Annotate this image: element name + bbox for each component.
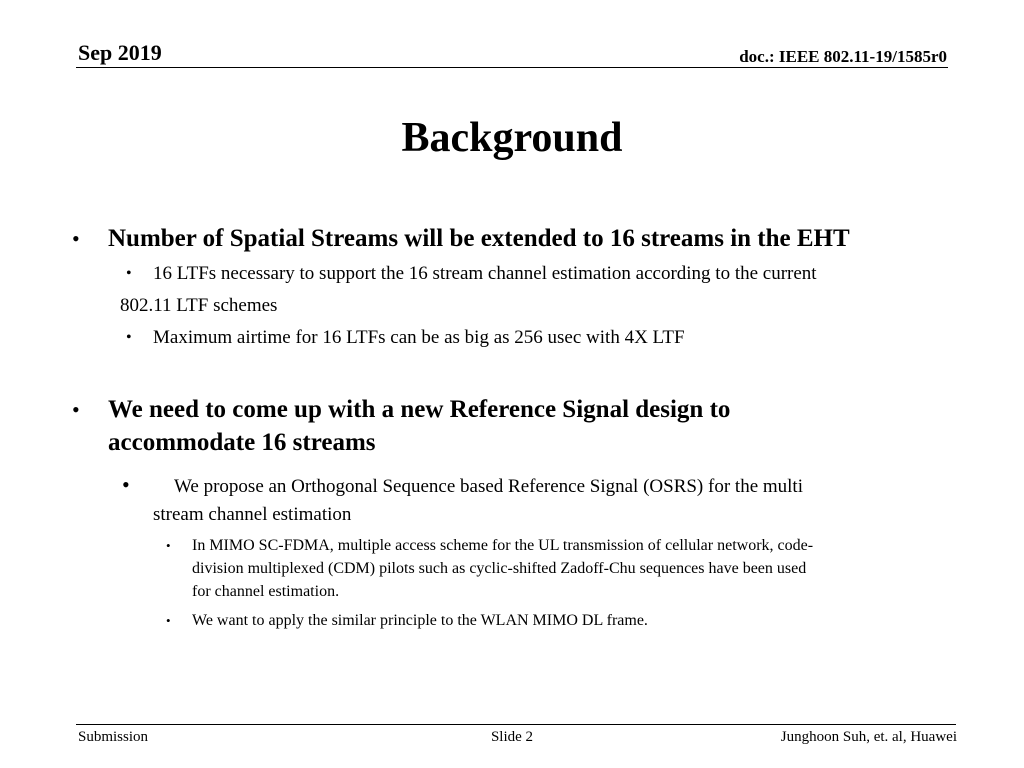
bullet-2-1-1-line-2: division multiplexed (CDM) pilots such as cyclic-shifted Zadoff-Chu sequences have been used bbox=[192, 560, 807, 577]
sub-sub-bullet-marker: • bbox=[166, 538, 171, 553]
bullet-1-1-line-2: 802.11 LTF schemes bbox=[120, 295, 278, 316]
footer-slide-number: Slide 2 bbox=[490, 729, 534, 745]
slide-title: Background bbox=[401, 115, 623, 161]
bullet-2-1-1-line-1: In MIMO SC-FDMA, multiple access scheme for the UL transmission of cellular network, code- bbox=[192, 537, 814, 554]
bullet-1-1-line-1: 16 LTFs necessary to support the 16 stream channel estimation according to the current bbox=[153, 263, 817, 284]
bullet-1-text: Number of Spatial Streams will be extended to 16 streams in the EHT bbox=[108, 225, 850, 252]
sub-bullet-marker: • bbox=[122, 472, 130, 497]
bullet-2-1-line-1: We propose an Orthogonal Sequence based Reference Signal (OSRS) for the multi bbox=[174, 476, 803, 497]
sub-bullet-marker: • bbox=[126, 265, 132, 282]
bullet-2-line-1: We need to come up with a new Reference Signal design to bbox=[108, 396, 731, 423]
bullet-1-2-text: Maximum airtime for 16 LTFs can be as big as 256 usec with 4X LTF bbox=[153, 327, 685, 348]
footer-divider bbox=[76, 724, 956, 725]
header-divider bbox=[76, 67, 948, 68]
bullet-marker: • bbox=[72, 397, 80, 422]
bullet-2-1-line-2: stream channel estimation bbox=[153, 504, 352, 525]
sub-sub-bullet-marker: • bbox=[166, 613, 171, 628]
footer-submission: Submission bbox=[78, 729, 149, 745]
header-document-id: doc.: IEEE 802.11-19/1585r0 bbox=[739, 47, 947, 66]
bullet-2-1-2-text: We want to apply the similar principle to the WLAN MIMO DL frame. bbox=[192, 612, 648, 629]
bullet-2-1-1-line-3: for channel estimation. bbox=[192, 583, 340, 600]
header-date: Sep 2019 bbox=[78, 40, 162, 65]
bullet-2-line-2: accommodate 16 streams bbox=[108, 429, 376, 456]
bullet-marker: • bbox=[72, 226, 80, 251]
footer-authors: Junghoon Suh, et. al, Huawei bbox=[780, 729, 957, 745]
sub-bullet-marker: • bbox=[126, 329, 132, 346]
